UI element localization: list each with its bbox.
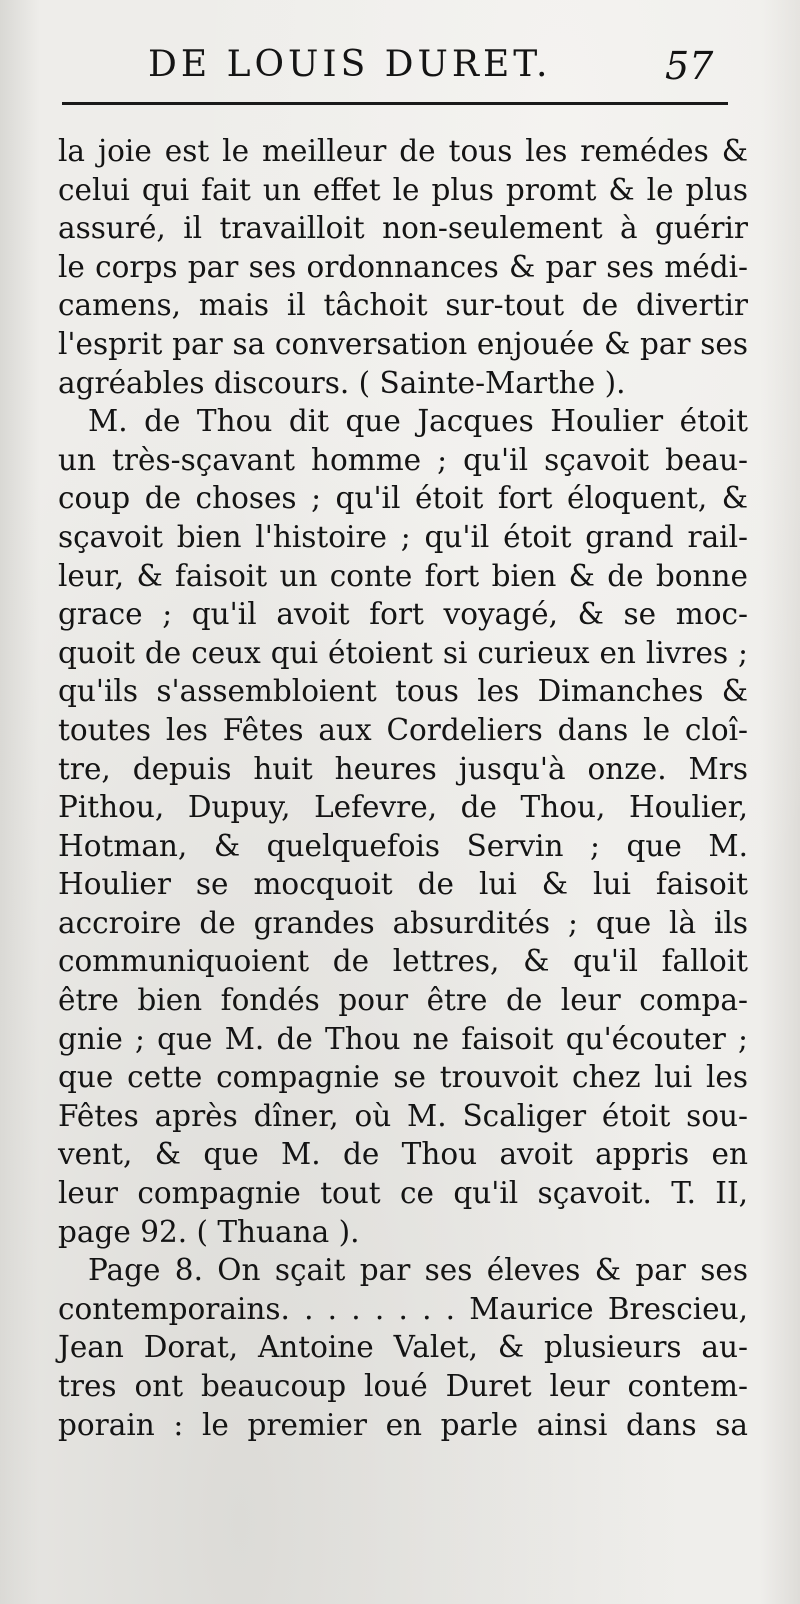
text-line: Houlier se mocquoit de lui & lui faisoit bbox=[58, 867, 748, 902]
text-line: porain : le premier en parle ainsi dans sa bbox=[58, 1407, 748, 1442]
text-line: leur, & faisoit un conte fort bien & de bonne bbox=[58, 558, 748, 593]
text-line: un très-sçavant homme ; qu'il sçavoit beau- bbox=[58, 442, 748, 477]
text-line: grace ; qu'il avoit fort voyagé, & se moc- bbox=[58, 597, 748, 632]
text-line: Jean Dorat, Antoine Valet, & plusieurs au- bbox=[58, 1330, 748, 1365]
header-rule bbox=[62, 102, 728, 105]
text-line: Hotman, & quelquefois Servin ; que M. bbox=[58, 828, 748, 863]
text-line: l'esprit par sa conversation enjouée & par ses bbox=[58, 326, 748, 361]
paragraph-start-line: Page 8. On sçait par ses éleves & par ses bbox=[88, 1253, 748, 1288]
text-line: gnie ; que M. de Thou ne faisoit qu'écouter ; bbox=[58, 1021, 748, 1056]
text-line: qu'ils s'assembloient tous les Dimanches & bbox=[58, 674, 748, 709]
text-line: tre, depuis huit heures jusqu'à onze. Mrs bbox=[58, 751, 748, 786]
text-line: le corps par ses ordonnances & par ses médi- bbox=[58, 249, 748, 284]
text-line: quoit de ceux qui étoient si curieux en livres ; bbox=[58, 635, 748, 670]
text-line: la joie est le meilleur de tous les remédes & bbox=[58, 134, 748, 168]
text-line: assuré, il travailloit non-seulement à guérir bbox=[58, 211, 748, 246]
text-line: camens, mais il tâchoit sur-tout de divertir bbox=[58, 288, 748, 323]
text-line: contemporains. . . . . . . . Maurice Brescieu, bbox=[58, 1291, 748, 1326]
text-line: toutes les Fêtes aux Cordeliers dans le cloî- bbox=[58, 712, 748, 747]
text-line: sçavoit bien l'histoire ; qu'il étoit grand rail- bbox=[58, 519, 748, 554]
text-line: leur compagnie tout ce qu'il sçavoit. T. II, bbox=[58, 1176, 748, 1211]
text-line: être bien fondés pour être de leur compa- bbox=[58, 983, 748, 1018]
body-text bbox=[58, 132, 748, 1444]
running-head: DE LOUIS DURET. bbox=[148, 44, 552, 85]
text-line: vent, & que M. de Thou avoit appris en bbox=[58, 1137, 748, 1172]
text-line: que cette compagnie se trouvoit chez lui les bbox=[58, 1060, 748, 1095]
text-line: celui qui fait un effet le plus promt & le plus bbox=[58, 172, 748, 207]
page-number: 57 bbox=[665, 44, 714, 88]
text-line: Pithou, Dupuy, Lefevre, de Thou, Houlier, bbox=[58, 790, 748, 825]
text-line: coup de choses ; qu'il étoit fort éloquent, & bbox=[58, 481, 748, 516]
paragraph-end-line: page 92. ( Thuana ). bbox=[58, 1214, 360, 1249]
page-header bbox=[0, 40, 800, 96]
text-line: accroire de grandes absurdités ; que là ils bbox=[58, 905, 748, 940]
text-line: tres ont beaucoup loué Duret leur contem- bbox=[58, 1369, 748, 1403]
text-line: Fêtes après dîner, où M. Scaliger étoit sou- bbox=[58, 1098, 748, 1133]
paragraph-start-line: M. de Thou dit que Jacques Houlier étoit bbox=[88, 404, 748, 439]
text-line: communiquoient de lettres, & qu'il falloit bbox=[58, 944, 748, 979]
paragraph-end-line: agréables discours. ( Sainte-Marthe ). bbox=[58, 365, 626, 400]
